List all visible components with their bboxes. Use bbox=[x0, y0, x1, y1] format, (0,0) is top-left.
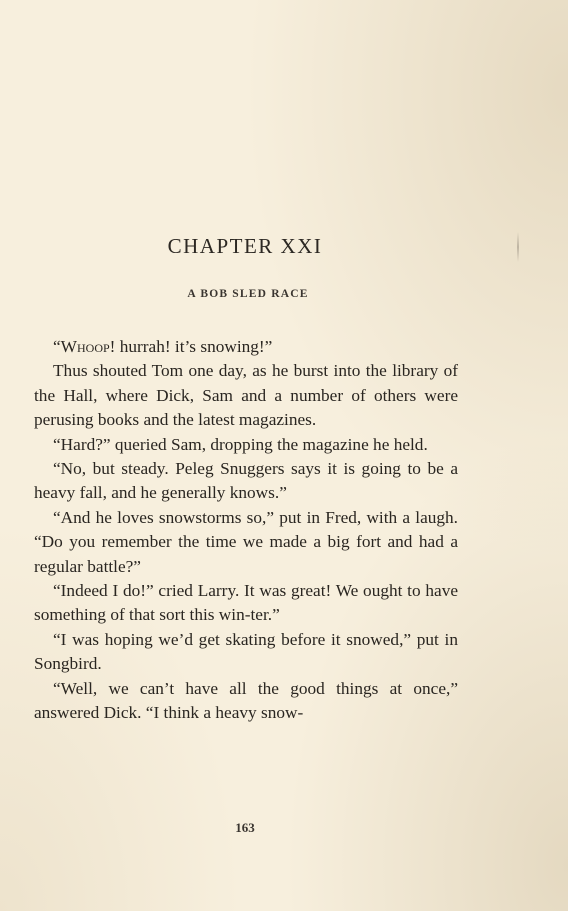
paragraph bbox=[34, 335, 458, 359]
paragraph: “And he loves snowstorms so,” put in Fred, with a laugh. “Do you remember the time we made a big fort and had a regular battle?” bbox=[34, 507, 458, 576]
paragraph: “I was hoping we’d get skating before it snowed,” put in Songbird. bbox=[34, 629, 458, 674]
margin-mark bbox=[517, 232, 519, 262]
paragraph: “Indeed I do!” cried Larry. It was great! We ought to have something of that sort this win-ter.” bbox=[34, 581, 458, 625]
opening-quote: “ bbox=[53, 337, 61, 356]
paragraph: “Hard?” queried Sam, dropping the magazine he held. bbox=[53, 434, 428, 454]
page-number: 163 bbox=[235, 820, 255, 835]
chapter-subtitle: A BOB SLED RACE bbox=[187, 288, 309, 300]
lead-word: Whoop bbox=[60, 337, 110, 356]
body-text bbox=[34, 335, 458, 726]
chapter-title: CHAPTER XXI bbox=[167, 234, 323, 258]
paragraph: “Well, we can’t have all the good things at once,” answered Dick. “I think a heavy snow- bbox=[34, 678, 458, 723]
paragraph: Thus shouted Tom one day, as he burst into the library of the Hall, where Dick, Sam and a number of others were perusing books and the latest magazines. bbox=[34, 361, 458, 430]
paragraph-text: ! hurrah! it’s snowing!” bbox=[109, 337, 273, 356]
paragraph: “No, but steady. Peleg Snuggers says it is going to be a heavy fall, and he generally knows.” bbox=[34, 459, 458, 503]
